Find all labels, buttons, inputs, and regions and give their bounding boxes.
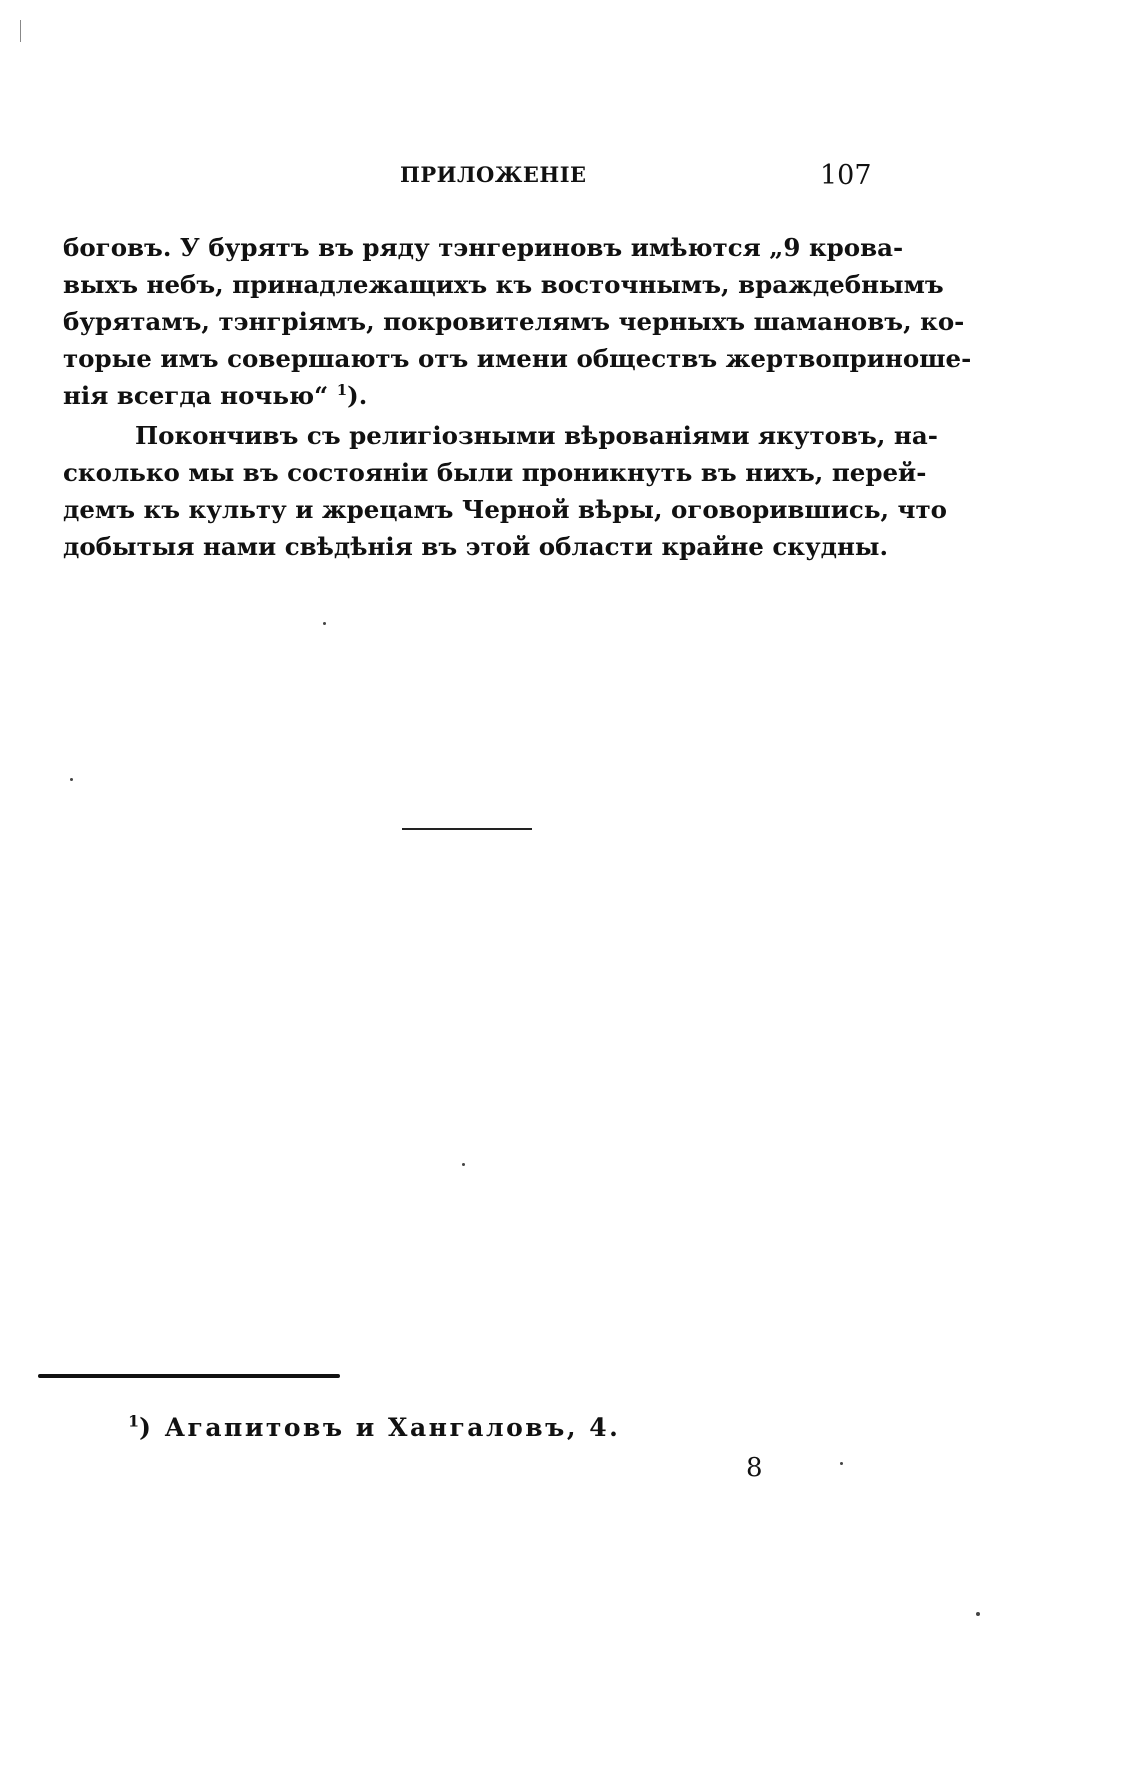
text-line: Покончивъ съ религіозными вѣрованіями якутовъ, на- xyxy=(135,421,938,450)
text-line: бурятамъ, тэнгріямъ, покровителямъ черныхъ шамановъ, ко- xyxy=(63,307,965,336)
text-line: боговъ. У бурятъ въ ряду тэнгериновъ имѣются „9 крова- xyxy=(63,233,904,262)
paragraph-2 xyxy=(63,417,947,565)
footnote xyxy=(128,1413,620,1442)
text-line-last: добытыя нами свѣдѣнія въ этой области крайне скудны. xyxy=(63,532,889,561)
text-line-last xyxy=(63,377,869,414)
scan-speck xyxy=(840,1462,843,1465)
text-line: выхъ небъ, принадлежащихъ къ восточнымъ, враждебнымъ xyxy=(63,270,944,299)
scan-speck xyxy=(976,1612,980,1616)
text-fragment-end: ). xyxy=(347,381,368,410)
scan-speck xyxy=(462,1163,465,1166)
scan-speck xyxy=(20,20,21,42)
footnote-separator-rule xyxy=(38,1374,340,1378)
section-end-rule xyxy=(402,828,532,830)
signature-mark: 8 xyxy=(746,1453,763,1483)
text-fragment: нія всегда ночью“ xyxy=(63,381,329,410)
footnote-marker: 1 xyxy=(128,1411,140,1431)
text-line: сколько мы въ состояніи были проникнуть въ нихъ, перей- xyxy=(63,458,927,487)
scan-speck xyxy=(70,778,73,781)
footnote-text: ) Агапитовъ и Хангаловъ, 4. xyxy=(139,1413,621,1442)
scan-speck xyxy=(323,622,326,625)
main-text xyxy=(63,229,972,565)
running-head-title: ПРИЛОЖЕНІЕ xyxy=(400,162,587,187)
page-number: 107 xyxy=(820,160,872,191)
text-line: торые имъ совершаютъ отъ имени обществъ жертвоприноше- xyxy=(63,344,972,373)
paragraph-1 xyxy=(63,229,972,414)
text-line: демъ къ культу и жрецамъ Черной вѣры, оговорившись, что xyxy=(63,495,947,524)
footnote-reference: 1 xyxy=(336,380,348,399)
